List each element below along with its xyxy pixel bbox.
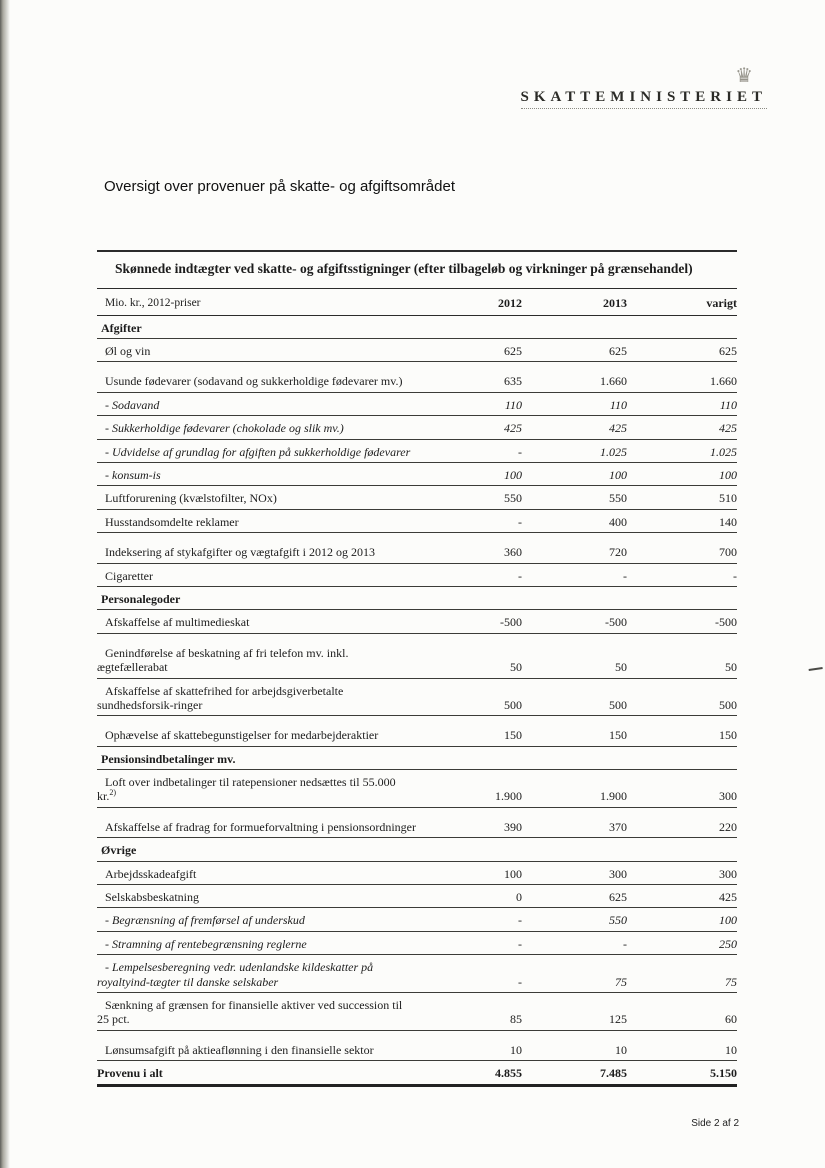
row-label: - konsum-is — [97, 462, 422, 485]
row-label: Indeksering af stykafgifter og vægtafgift i 2012 og 2013 — [97, 533, 422, 563]
row-label: Loft over indbetalinger til ratepensioner nedsættes til 55.000 kr.$^{2)}$ — [97, 770, 422, 808]
row-value: 360 — [422, 533, 522, 563]
row-value: 1.025 — [522, 439, 627, 462]
row-value: 0 — [422, 885, 522, 908]
row-value: -500 — [422, 610, 522, 633]
row-value: 7.485 — [522, 1061, 627, 1085]
row-value: 10 — [422, 1030, 522, 1060]
row-value: 100 — [522, 462, 627, 485]
row-label: - Lempelsesberegning vedr. udenlandske kildeskatter på royaltyind-tægter til danske selskaber — [97, 955, 422, 993]
row-value: 100 — [627, 908, 737, 931]
column-header-unit: Mio. kr., 2012-priser — [97, 289, 422, 315]
row-value: 720 — [522, 533, 627, 563]
row-label: Arbejdsskadeafgift — [97, 861, 422, 884]
row-label: - Udvidelse af grundlag for afgiften på sukkerholdige fødevarer — [97, 439, 422, 462]
row-label: Husstandsomdelte reklamer — [97, 509, 422, 532]
row-value: 550 — [522, 486, 627, 509]
table-row — [97, 563, 737, 586]
row-value: 4.855 — [422, 1061, 522, 1085]
column-header-2012: 2012 — [422, 289, 522, 315]
row-value: 300 — [627, 861, 737, 884]
row-value: 50 — [422, 633, 522, 678]
row-value: 500 — [522, 678, 627, 716]
row-label: Afskaffelse af fradrag for formueforvaltning i pensionsordninger — [97, 807, 422, 837]
row-value: 625 — [522, 885, 627, 908]
row-value: 390 — [422, 807, 522, 837]
row-value: 370 — [522, 807, 627, 837]
revenue-table-section — [97, 250, 737, 1087]
table-row — [97, 439, 737, 462]
row-label: Ophævelse af skattebegunstigelser for medarbejderaktier — [97, 716, 422, 746]
row-label: Usunde fødevarer (sodavand og sukkerholdige fødevarer mv.) — [97, 362, 422, 392]
row-value: 100 — [422, 462, 522, 485]
row-value: 140 — [627, 509, 737, 532]
section-row — [97, 746, 737, 769]
row-value: 110 — [422, 392, 522, 415]
table-row — [97, 992, 737, 1030]
row-value: 85 — [422, 992, 522, 1030]
row-label: - Stramning af rentebegrænsning reglerne — [97, 931, 422, 954]
row-label: Øvrige — [97, 838, 737, 861]
table-row — [97, 462, 737, 485]
row-value: 1.660 — [522, 362, 627, 392]
row-value: 150 — [522, 716, 627, 746]
row-value: 1.025 — [627, 439, 737, 462]
table-row — [97, 807, 737, 837]
section-row — [97, 586, 737, 609]
column-header-2013: 2013 — [522, 289, 627, 315]
row-label: Provenu i alt — [97, 1061, 422, 1085]
row-value: 300 — [522, 861, 627, 884]
crown-logo-icon: ♛ — [735, 65, 753, 87]
row-value: 10 — [522, 1030, 627, 1060]
section-row — [97, 315, 737, 338]
row-value: 400 — [522, 509, 627, 532]
table-row — [97, 678, 737, 716]
row-label: Personalegoder — [97, 586, 737, 609]
row-value: 550 — [422, 486, 522, 509]
row-value: 625 — [522, 339, 627, 362]
scan-mark-artifact — [809, 667, 824, 676]
table-row — [97, 362, 737, 392]
row-value: - — [422, 563, 522, 586]
row-value: - — [522, 563, 627, 586]
row-label: Lønsumsafgift på aktieaflønning i den finansielle sektor — [97, 1030, 422, 1060]
table-row — [97, 486, 737, 509]
row-value: 110 — [627, 392, 737, 415]
row-label: Sænkning af grænsen for finansielle aktiver ved succession til 25 pct. — [97, 992, 422, 1030]
row-value: 550 — [522, 908, 627, 931]
table-row — [97, 1030, 737, 1060]
row-value: 510 — [627, 486, 737, 509]
row-value: 425 — [522, 416, 627, 439]
table-row — [97, 633, 737, 678]
row-value: 425 — [422, 416, 522, 439]
total-row — [97, 1061, 737, 1085]
row-value: 625 — [422, 339, 522, 362]
row-value: 500 — [627, 678, 737, 716]
section-row — [97, 838, 737, 861]
table-row — [97, 392, 737, 415]
row-value: 5.150 — [627, 1061, 737, 1085]
row-value: 100 — [627, 462, 737, 485]
row-value: 425 — [627, 885, 737, 908]
row-value: - — [422, 908, 522, 931]
row-label: Luftforurening (kvælstofilter, NOx) — [97, 486, 422, 509]
revenue-table — [97, 289, 737, 1086]
row-label: Afgifter — [97, 315, 737, 338]
row-value: 150 — [422, 716, 522, 746]
row-value: - — [422, 509, 522, 532]
row-label: - Sukkerholdige fødevarer (chokolade og slik mv.) — [97, 416, 422, 439]
row-value: -500 — [627, 610, 737, 633]
row-value: - — [522, 931, 627, 954]
row-label: Pensionsindbetalinger mv. — [97, 746, 737, 769]
table-row — [97, 716, 737, 746]
row-value: -500 — [522, 610, 627, 633]
table-row — [97, 416, 737, 439]
row-value: 700 — [627, 533, 737, 563]
table-row — [97, 931, 737, 954]
row-value: 10 — [627, 1030, 737, 1060]
table-row — [97, 955, 737, 993]
row-label: Afskaffelse af multimedieskat — [97, 610, 422, 633]
row-label: Cigaretter — [97, 563, 422, 586]
row-value: 125 — [522, 992, 627, 1030]
row-value: 635 — [422, 362, 522, 392]
page-number: Side 2 af 2 — [691, 1118, 739, 1129]
row-value: 425 — [627, 416, 737, 439]
row-value: 300 — [627, 770, 737, 808]
ministry-wordmark: SKATTEMINISTERIET — [521, 89, 767, 109]
row-value: - — [422, 931, 522, 954]
row-value: 500 — [422, 678, 522, 716]
row-value: 150 — [627, 716, 737, 746]
row-value: 250 — [627, 931, 737, 954]
table-row — [97, 908, 737, 931]
row-label: Genindførelse af beskatning af fri telefon mv. inkl. ægtefællerabat — [97, 633, 422, 678]
row-value: 220 — [627, 807, 737, 837]
table-row — [97, 509, 737, 532]
row-value: 50 — [522, 633, 627, 678]
row-value: - — [627, 563, 737, 586]
row-label: Selskabsbeskatning — [97, 885, 422, 908]
row-value: - — [422, 439, 522, 462]
table-row — [97, 885, 737, 908]
table-row — [97, 339, 737, 362]
table-caption: Skønnede indtægter ved skatte- og afgiftsstigninger (efter tilbageløb og virkninger på grænsehandel) — [97, 250, 737, 289]
row-value: 50 — [627, 633, 737, 678]
table-row — [97, 770, 737, 808]
row-label: - Sodavand — [97, 392, 422, 415]
letterhead — [521, 66, 767, 109]
row-value: 1.900 — [522, 770, 627, 808]
table-row — [97, 533, 737, 563]
row-value: - — [422, 955, 522, 993]
row-value: 1.660 — [627, 362, 737, 392]
row-value: 75 — [627, 955, 737, 993]
row-value: 625 — [627, 339, 737, 362]
table-row — [97, 861, 737, 884]
scan-edge-artifact — [0, 0, 10, 1168]
row-label: - Begrænsning af fremførsel af underskud — [97, 908, 422, 931]
table-row — [97, 610, 737, 633]
footnote-marker: 2) — [109, 788, 117, 798]
row-label: Øl og vin — [97, 339, 422, 362]
page-title: Oversigt over provenuer på skatte- og afgiftsområdet — [104, 178, 456, 195]
row-value: 1.900 — [422, 770, 522, 808]
row-label: Afskaffelse af skattefrihed for arbejdsgiverbetalte sundhedsforsik-ringer — [97, 678, 422, 716]
column-header-varigt: varigt — [627, 289, 737, 315]
row-value: 100 — [422, 861, 522, 884]
table-header-row — [97, 289, 737, 315]
row-value: 75 — [522, 955, 627, 993]
row-value: 60 — [627, 992, 737, 1030]
row-value: 110 — [522, 392, 627, 415]
